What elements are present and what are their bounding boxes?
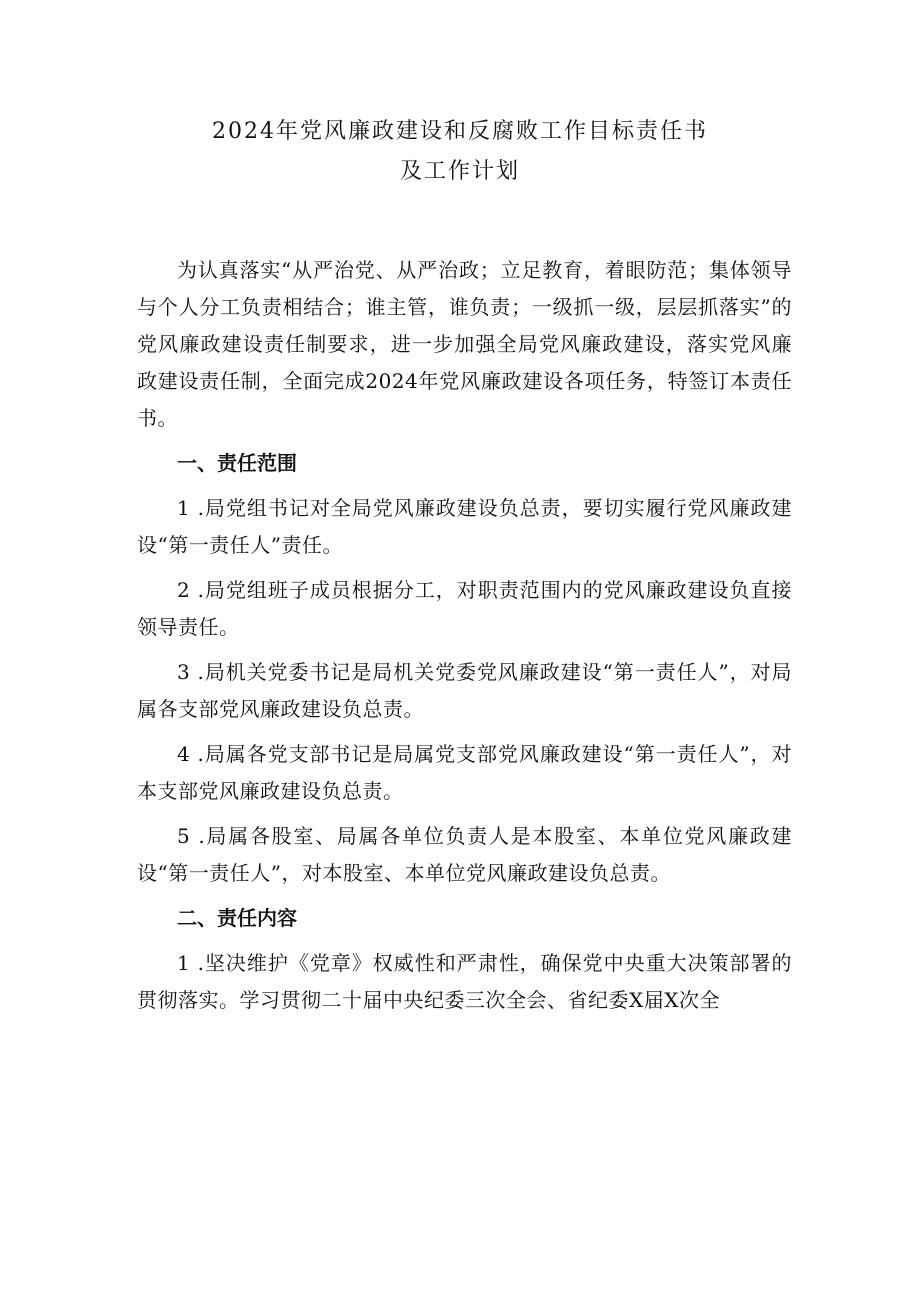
content-item-1: 1 .坚决维护《党章》权威性和严肃性，确保党中央重大决策部署的贯彻落实。学习贯彻二十届中央纪委三次全会、省纪委X届X次全 bbox=[137, 951, 792, 1012]
document-body bbox=[137, 252, 792, 1027]
scope-item-1: 1 .局党组书记对全局党风廉政建设负总责，要切实履行党风廉政建设“第一责任人”责任。 bbox=[137, 496, 792, 557]
scope-item-5: 5 .局属各股室、局属各单位负责人是本股室、本单位党风廉政建设“第一责任人”，对本股室、本单位党风廉政建设负总责。 bbox=[137, 824, 792, 885]
title-line-1: 2024年党风廉政建设和反腐败工作目标责任书 bbox=[212, 119, 708, 144]
section-heading-scope: 一、责任范围 bbox=[177, 451, 297, 475]
scope-item-2: 2 .局党组班子成员根据分工，对职责范围内的党风廉政建设负直接领导责任。 bbox=[137, 578, 792, 639]
scope-item-4: 4 .局属各党支部书记是局属党支部党风廉政建设“第一责任人”，对本支部党风廉政建设负总责。 bbox=[137, 742, 792, 803]
intro-paragraph: 为认真落实“从严治党、从严治政；立足教育，着眼防范；集体领导与个人分工负责相结合；谁主管，谁负责；一级抓一级，层层抓落实”的党风廉政建设责任制要求，进一步加强全局党风廉政建设，落实党风廉政建设责任制，全面完成2024年党风廉政建设各项任务，特签订本责任书。 bbox=[137, 258, 792, 430]
scope-item-3: 3 .局机关党委书记是局机关党委党风廉政建设“第一责任人”，对局属各支部党风廉政建设负总责。 bbox=[137, 660, 792, 721]
document-title bbox=[0, 112, 920, 192]
section-heading-content: 二、责任内容 bbox=[177, 906, 297, 930]
title-line-2: 及工作计划 bbox=[399, 159, 520, 184]
